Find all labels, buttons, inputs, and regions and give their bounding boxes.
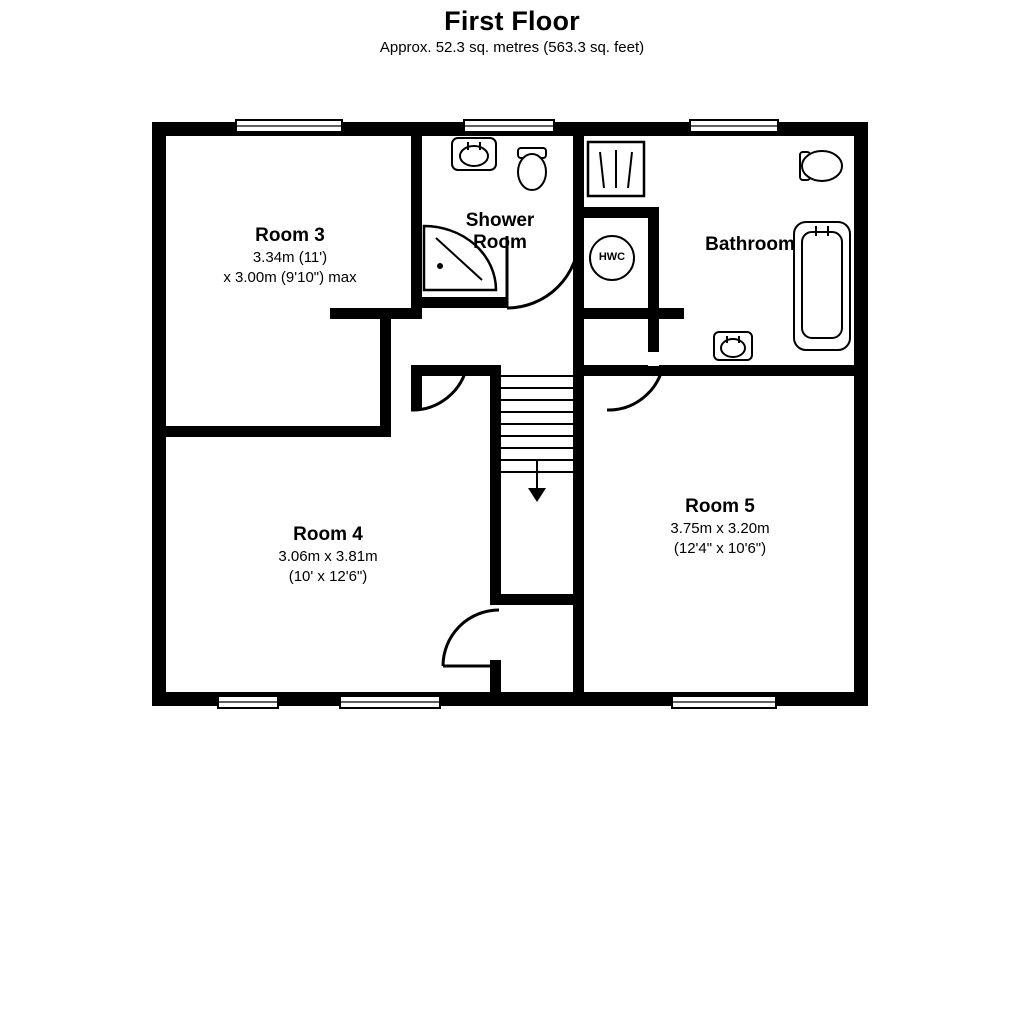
area-label-shower-room bbox=[400, 210, 600, 254]
area-name-line1: Bathroom bbox=[705, 234, 795, 255]
room-name: Room 5 bbox=[685, 496, 755, 517]
room-dimensions-line2: (12'4" x 10'6") bbox=[673, 539, 767, 557]
room-label-room5 bbox=[590, 495, 850, 558]
door-jambs bbox=[330, 308, 684, 352]
page-subtitle: Approx. 52.3 sq. metres (563.3 sq. feet) bbox=[379, 39, 645, 56]
room-dimensions-line2: x 3.00m (9'10") max bbox=[223, 268, 357, 286]
room-name: Room 3 bbox=[255, 225, 325, 246]
area-name-line2: Room bbox=[473, 231, 527, 253]
page-title: First Floor bbox=[444, 6, 580, 36]
room-label-room3 bbox=[160, 224, 420, 287]
room-name: Room 4 bbox=[293, 524, 363, 545]
room-dimensions-line1: 3.34m (11') bbox=[252, 249, 328, 267]
room-dimensions-line1: 3.06m x 3.81m bbox=[278, 548, 378, 566]
hwc-label: HWC bbox=[598, 251, 626, 263]
area-label-bathroom bbox=[640, 234, 860, 256]
area-name-line1: Shower bbox=[465, 210, 535, 231]
staircase bbox=[501, 376, 573, 502]
room-label-room4 bbox=[198, 523, 458, 586]
room-dimensions-line1: 3.75m x 3.20m bbox=[670, 520, 770, 538]
room-dimensions-line2: (10' x 12'6") bbox=[288, 567, 368, 585]
